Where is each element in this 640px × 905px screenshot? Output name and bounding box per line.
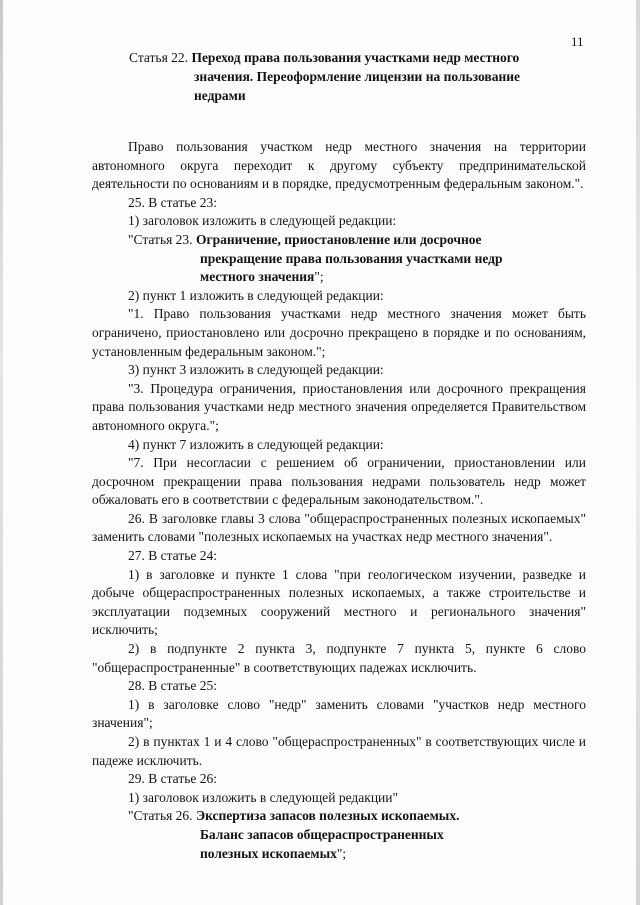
article-22-label: Статья 22. (129, 50, 189, 65)
article-23-title-line-2: прекращение права пользования участками недр (200, 250, 503, 266)
article-23-title-line-1: Ограничение, приостановление или досрочное (195, 231, 482, 247)
article-26-title-line-2: Баланс запасов общераспространенных (200, 826, 444, 842)
article-26-label: "Статья 26. (128, 808, 193, 824)
item-27: 27. В статье 24: (128, 548, 218, 564)
document-body (92, 120, 586, 863)
article-26-title-line-1: Экспертиза запасов полезных ископаемых. (195, 808, 460, 824)
article-23-heading (92, 231, 586, 287)
item-25-4-text: "7. При несогласии с решением об ограничении, приостановлении или досрочном прекращении права пользования недрами пользователь недр может обжаловать его в соответствии с федеральным законодательством.". (92, 455, 586, 508)
article-26-heading (92, 807, 586, 863)
item-25-2: 2) пункт 1 изложить в следующей редакции: (128, 287, 384, 303)
item-25: 25. В статье 23: (128, 194, 218, 210)
item-29-1: 1) заголовок изложить в следующей редакции" (128, 789, 399, 805)
item-27-1: 1) в заголовке и пункте 1 слова "при геологическом изучении, разведке и добыче общераспространенных полезных ископаемых, а также строительстве и эксплуатации подземных сооружений местного и регионального значения" исключить; (92, 566, 586, 638)
item-27-2: 2) в подпункте 2 пункта 3, подпункте 7 пункта 5, пункте 6 слово "общераспространенные" в соответствующих падежах исключить. (92, 641, 586, 675)
article-22-title-line-2: значения. Переоформление лицензии на пользование (194, 69, 521, 84)
item-25-4: 4) пункт 7 изложить в следующей редакции: (128, 436, 384, 452)
article-23-label: "Статья 23. (128, 231, 193, 247)
item-25-3-text: "3. Процедура ограничения, приостановления или досрочного прекращения права пользования участками недр местного значения определяется Правительством автономного округа."; (92, 380, 586, 433)
item-28-1: 1) в заголовке слово "недр" заменить словами "участков недр местного значения"; (92, 696, 586, 731)
article-23-title-line-3: местного значения (200, 269, 315, 285)
article-22-title-line-3: недрами (194, 88, 246, 103)
page-number: 11 (571, 34, 584, 49)
article-22-heading (129, 48, 520, 105)
article-22-paragraph: Право пользования участком недр местного значения на территории автономного округа переходит к другому субъекту предпринимательской деятельности по основаниям и в порядке, предусмотренным федеральным законом.". (92, 139, 586, 192)
item-26: 26. В заголовке главы 3 слова "общераспространенных полезных ископаемых" заменить словами "полезных ископаемых на участках недр местного значения". (92, 510, 586, 545)
article-26-title-line-3: полезных ископаемых (200, 845, 337, 861)
item-25-3: 3) пункт 3 изложить в следующей редакции: (128, 362, 384, 378)
article-26-tail: "; (336, 845, 347, 861)
item-25-1: 1) заголовок изложить в следующей редакции: (128, 213, 397, 229)
article-22-title-line-1: Переход права пользования участками недр местного (191, 50, 520, 65)
item-29: 29. В статье 26: (128, 771, 218, 787)
article-23-tail: "; (314, 269, 324, 285)
item-25-2-text: "1. Право пользования участками недр местного значения может быть ограничено, приостановлено или досрочно прекращено в порядке и по основаниям, установленным федеральным законом."; (92, 306, 586, 359)
item-28-2: 2) в пунктах 1 и 4 слово "общераспространенных" в соответствующих числе и падеже исключить. (92, 734, 586, 768)
item-28: 28. В статье 25: (128, 678, 218, 694)
